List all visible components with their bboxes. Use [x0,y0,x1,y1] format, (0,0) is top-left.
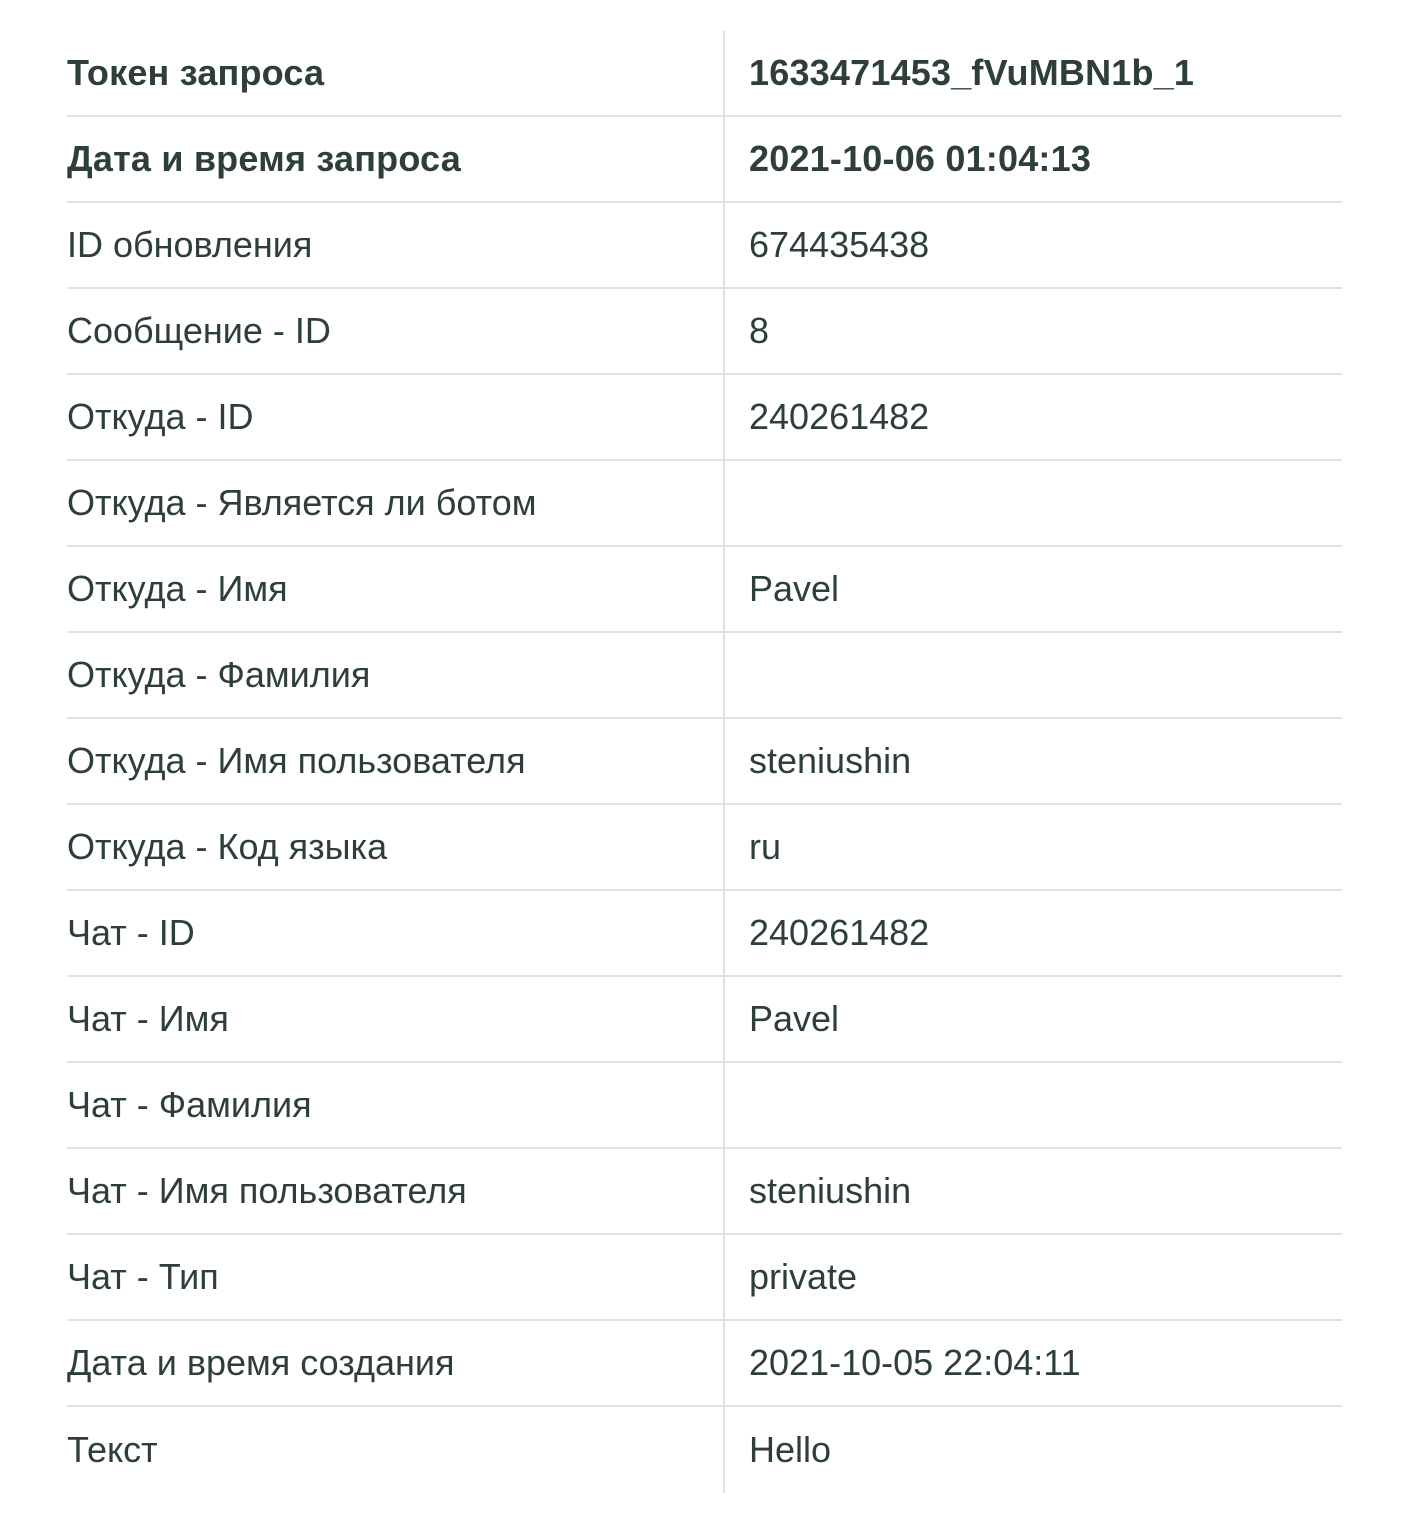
row-label: Откуда - Имя [67,568,288,610]
row-value: 240261482 [723,375,1342,459]
table-row [67,547,1342,633]
row-value: 674435438 [723,203,1342,287]
table-row [67,1235,1342,1321]
row-value: steniushin [723,719,1342,803]
row-value [723,461,1342,545]
row-label: Дата и время создания [67,1342,455,1384]
table-row [67,117,1342,203]
row-value: 8 [723,289,1342,373]
table-row [67,1407,1342,1493]
row-value: 2021-10-06 01:04:13 [723,117,1342,201]
table-row [67,891,1342,977]
row-label: Чат - Тип [67,1256,219,1298]
row-label: Откуда - ID [67,396,254,438]
row-value [723,633,1342,717]
row-label: ID обновления [67,224,313,266]
table-row [67,289,1342,375]
row-label: Чат - Имя пользователя [67,1170,467,1212]
row-value: 240261482 [723,891,1342,975]
row-value: steniushin [723,1149,1342,1233]
table-row [67,1063,1342,1149]
table-row [67,203,1342,289]
table-row [67,1321,1342,1407]
table-row [67,31,1342,117]
request-details-table [67,31,1342,1493]
row-label: Токен запроса [67,52,325,94]
table-row [67,977,1342,1063]
row-value: ru [723,805,1342,889]
table-row [67,805,1342,891]
row-label: Дата и время запроса [67,138,461,180]
row-label: Чат - Фамилия [67,1084,312,1126]
row-value: 1633471453_fVuMBN1b_1 [723,31,1342,115]
row-value: Pavel [723,977,1342,1061]
row-label: Откуда - Код языка [67,826,388,868]
row-label: Откуда - Является ли ботом [67,482,537,524]
table-row [67,633,1342,719]
table-row [67,719,1342,805]
row-value [723,1063,1342,1147]
table-row [67,375,1342,461]
row-label: Откуда - Имя пользователя [67,740,526,782]
row-label: Сообщение - ID [67,310,331,352]
table-row [67,461,1342,547]
row-label: Текст [67,1429,158,1471]
row-label: Откуда - Фамилия [67,654,371,696]
row-label: Чат - Имя [67,998,229,1040]
row-value: private [723,1235,1342,1319]
table-row [67,1149,1342,1235]
row-value: 2021-10-05 22:04:11 [723,1321,1342,1405]
row-label: Чат - ID [67,912,195,954]
row-value: Pavel [723,547,1342,631]
row-value: Hello [723,1407,1342,1493]
